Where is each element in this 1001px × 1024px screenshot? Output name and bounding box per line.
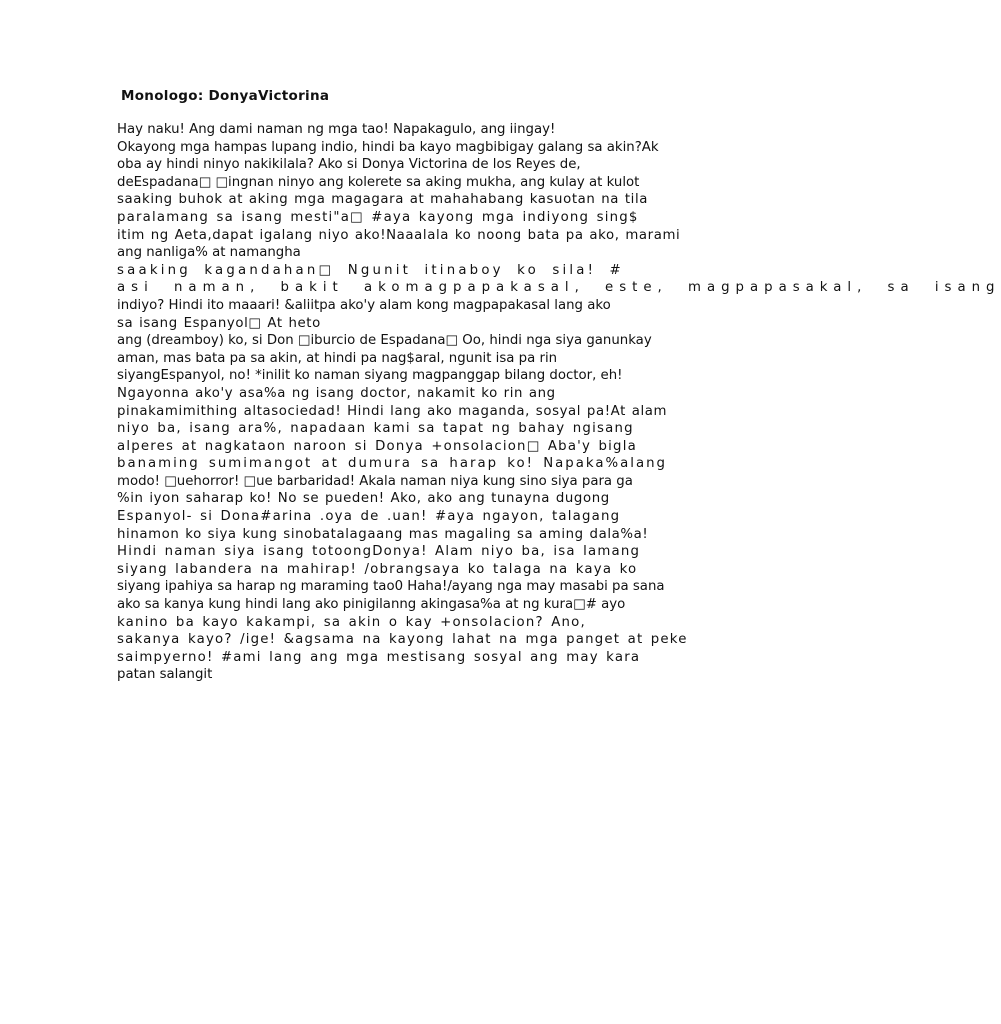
body-line: ang nanliga% at namangha bbox=[117, 245, 301, 261]
body-line: Ngayonna ako'y asa%a ng isang doctor, nakamit ko rin ang bbox=[117, 385, 556, 401]
body-line: kanino ba kayo kakampi, sa akin o kay +onsolacion? Ano, bbox=[117, 614, 586, 630]
body-line: niyo ba, isang ara%, napadaan kami sa tapat ng bahay ngisang bbox=[117, 421, 634, 437]
document-body bbox=[117, 121, 1001, 684]
body-line: siyangEspanyol, no! *inilit ko naman siyang magpanggap bilang doctor, eh! bbox=[117, 368, 623, 384]
body-line: siyang labandera na mahirap! /obrangsaya ko talaga na kaya ko bbox=[117, 561, 638, 577]
body-line: sa isang Espanyol□ At heto bbox=[117, 315, 321, 331]
body-line: ako sa kanya kung hindi lang ako pinigilanng akingasa%a at ng kura□# ayo bbox=[117, 597, 626, 613]
body-line: deEspadana□ □ingnan ninyo ang kolerete sa aking mukha, ang kulay at kulot bbox=[117, 174, 640, 190]
body-line: Espanyol- si Dona#arina .oya de .uan! #aya ngayon, talagang bbox=[117, 509, 621, 525]
body-line: siyang ipahiya sa harap ng maraming tao0 Haha!/ayang nga may masabi pa sana bbox=[117, 579, 665, 595]
body-line: saimpyerno! #ami lang ang mga mestisang sosyal ang may kara bbox=[117, 649, 641, 665]
body-line: alperes at nagkataon naroon si Donya +onsolacion□ Aba'y bigla bbox=[117, 438, 637, 454]
body-line: ang (dreamboy) ko, si Don □iburcio de Espadana□ Oo, hindi nga siya ganunkay bbox=[117, 333, 652, 349]
body-line: %in iyon saharap ko! No se pueden! Ako, ako ang tunayna dugong bbox=[117, 491, 610, 507]
body-line: indiyo? Hindi ito maaari! &aliitpa ako'y alam kong magpapakasal lang ako bbox=[117, 297, 611, 313]
body-line: paralamang sa isang mesti"a□ #aya kayong mga indiyong sing$ bbox=[117, 209, 639, 225]
document-title: Monologo: DonyaVictorina bbox=[121, 88, 330, 104]
body-line: Okayong mga hampas lupang indio, hindi ba kayo magbibigay galang sa akin?Ak bbox=[117, 139, 659, 155]
body-line: modo! □uehorror! □ue barbaridad! Akala naman niya kung sino siya para ga bbox=[117, 473, 633, 489]
body-line: banaming sumimangot at dumura sa harap ko! Napaka%alang bbox=[117, 456, 668, 472]
body-line: sakanya kayo? /ige! &agsama na kayong lahat na mga panget at peke bbox=[117, 632, 688, 648]
body-line: hinamon ko siya kung sinobatalagaang mas magaling sa aming dala%a! bbox=[117, 526, 649, 542]
body-line: saaking buhok at aking mga magagara at mahahabang kasuotan na tila bbox=[117, 192, 648, 208]
body-line: itim ng Aeta,dapat igalang niyo ako!Naaalala ko noong bata pa ako, marami bbox=[117, 227, 681, 243]
body-line: oba ay hindi ninyo nakikilala? Ako si Donya Victorina de los Reyes de, bbox=[117, 157, 581, 173]
body-line: Hay naku! Ang dami naman ng mga tao! Napakagulo, ang iingay! bbox=[117, 122, 556, 137]
body-line: saaking kagandahan□ Ngunit itinaboy ko sila! # bbox=[117, 262, 624, 278]
body-line: patan salangit bbox=[117, 667, 213, 683]
body-line: Hindi naman siya isang totoongDonya! Alam niyo ba, isa lamang bbox=[117, 544, 641, 560]
body-line: pinakamimithing altasociedad! Hindi lang ako maganda, sosyal pa!At alam bbox=[117, 403, 668, 419]
body-line: aman, mas bata pa sa akin, at hindi pa nag$aral, ngunit isa pa rin bbox=[117, 350, 558, 366]
body-line: asi naman, bakit akomagpapakasal, este, magpapasakal, sa isang bbox=[117, 280, 1001, 296]
